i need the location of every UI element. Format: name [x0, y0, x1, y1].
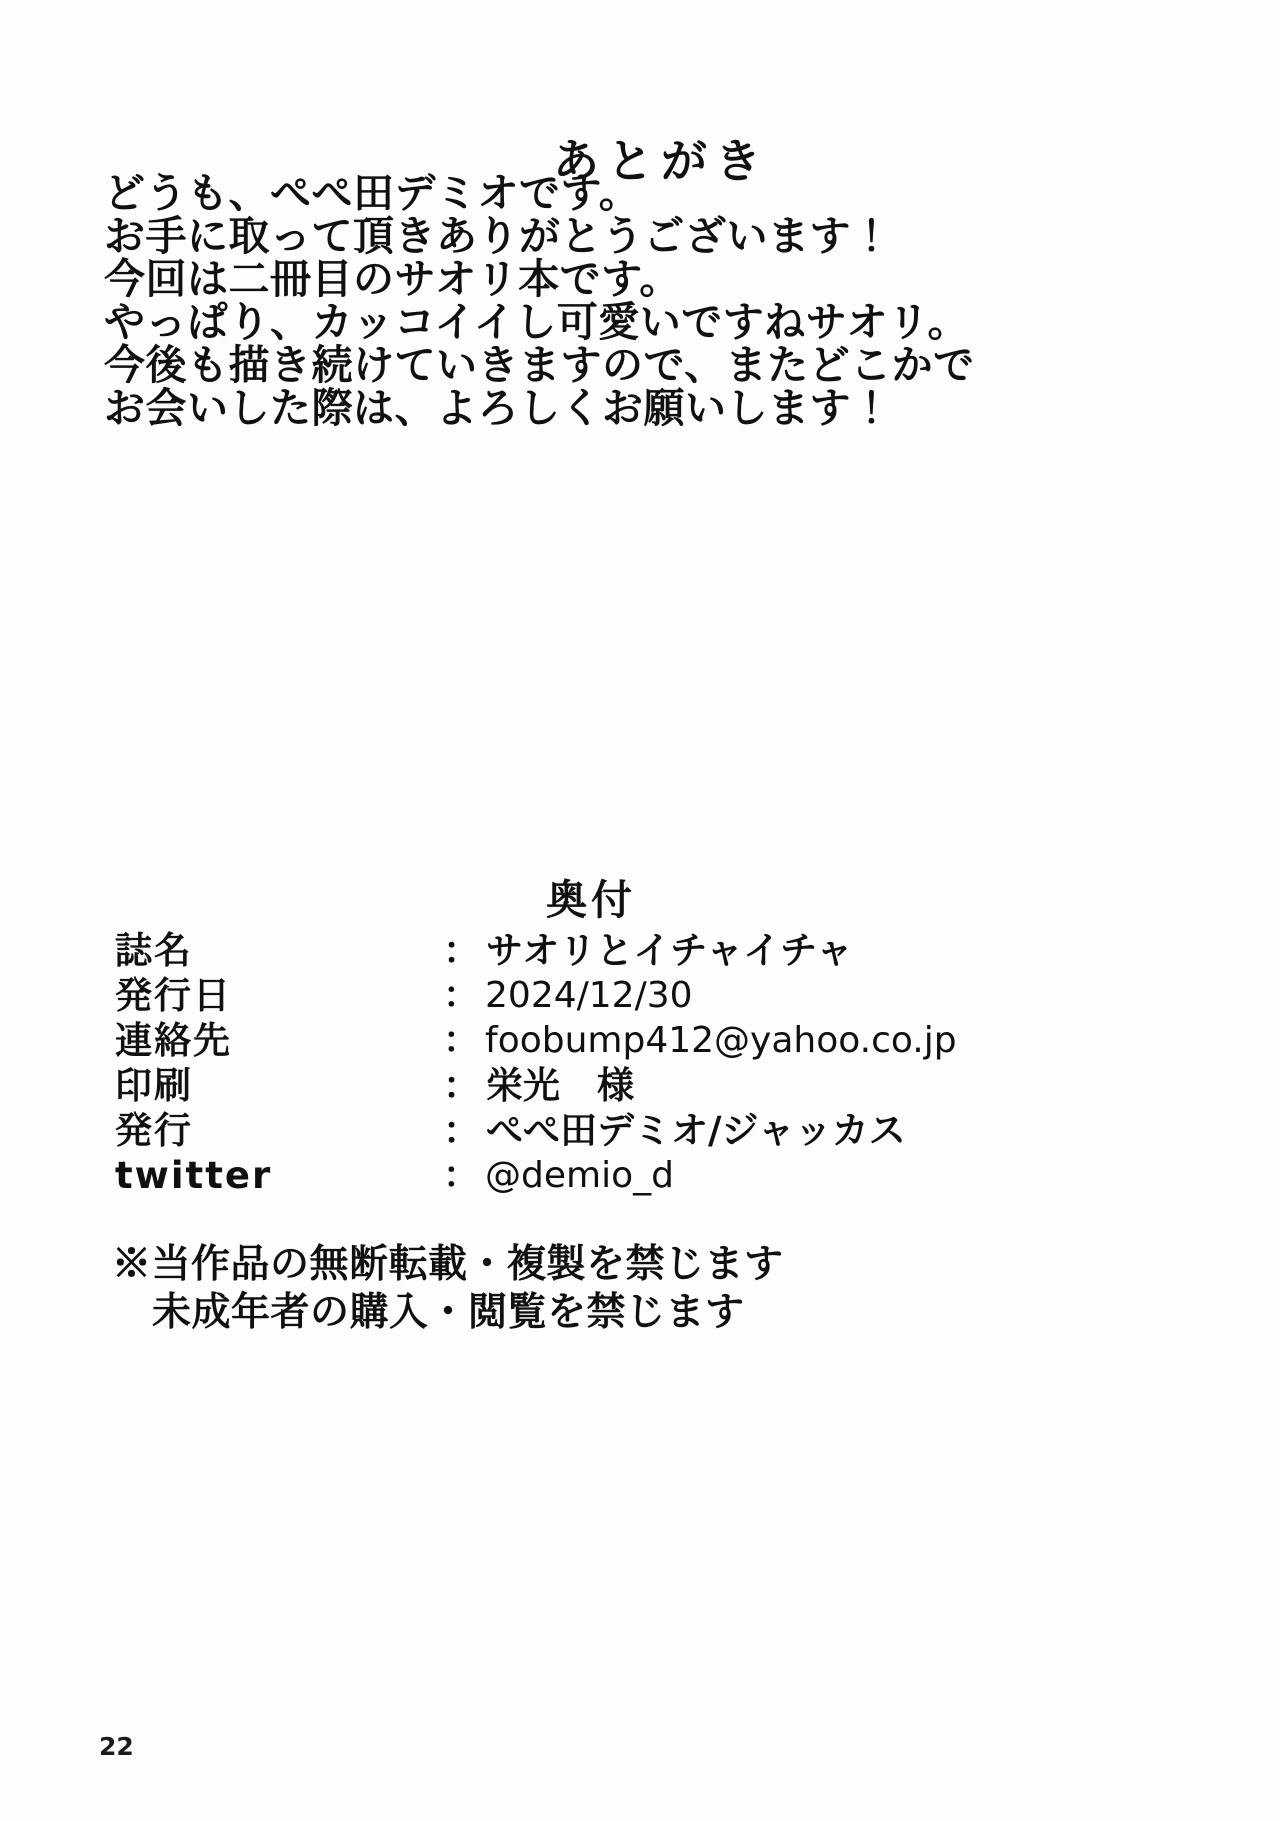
page-number: 22 — [99, 1732, 134, 1761]
colophon-value — [443, 1153, 674, 1198]
colophon-value — [443, 1018, 957, 1063]
afterword-line: お手に取って頂きありがとうございます！ — [104, 212, 893, 260]
colophon-value-text: ぺぺ田デミオ/ジャッカス — [486, 1108, 906, 1152]
colon-separator: ： — [443, 928, 480, 972]
colophon-title: 奥付 — [546, 876, 636, 924]
afterword-line: どうも、ぺぺ田デミオです。 — [104, 169, 641, 217]
colophon-twitter-handle: @demio_d — [485, 1155, 674, 1196]
colophon-row-publish-date — [115, 973, 1175, 1018]
afterword-line: やっぱり、カッコイイし可愛いですねサオリ。 — [104, 298, 969, 346]
colophon-value-text: 2024/12/30 — [485, 975, 693, 1016]
colophon-row-printer — [115, 1063, 1175, 1108]
colophon-row-contact — [115, 1018, 1175, 1063]
colophon-value-text: 栄光 様 — [486, 1063, 634, 1107]
colophon-label: 印刷 — [115, 1064, 193, 1107]
colon-separator: ： — [443, 1020, 480, 1061]
colophon-value — [443, 1108, 906, 1153]
colon-separator: ： — [443, 1155, 480, 1196]
colophon-label: 誌名 — [115, 929, 193, 972]
colon-separator: ： — [443, 1063, 480, 1107]
colophon-row-twitter — [115, 1153, 1175, 1198]
afterword-title: あとがき — [553, 134, 769, 188]
afterword-line: 今回は二冊目のサオリ本です。 — [104, 255, 681, 303]
afterword-body — [104, 169, 1194, 432]
colophon-label: 連絡先 — [115, 1019, 232, 1062]
colophon-label: 発行日 — [115, 974, 232, 1017]
colophon-value — [443, 928, 853, 973]
colophon-value — [443, 1063, 634, 1108]
colophon-label: 発行 — [115, 1109, 193, 1152]
colon-separator: ： — [443, 975, 480, 1016]
colophon-value-text: サオリとイチャイチャ — [486, 928, 854, 972]
copyright-notice — [112, 1240, 784, 1336]
colophon-row-publisher — [115, 1108, 1175, 1153]
colophon-table — [115, 928, 1175, 1198]
afterword-line: 今後も描き続けていきますので、またどこかで — [104, 341, 975, 389]
colophon-value — [443, 973, 693, 1018]
colophon-row-title — [115, 928, 1175, 973]
notice-line-no-reproduction: ※当作品の無断転載・複製を禁じます — [112, 1241, 784, 1287]
colophon-label: twitter — [115, 1154, 273, 1197]
colon-separator: ： — [443, 1108, 480, 1152]
afterword-line: お会いした際は、よろしくお願いします！ — [104, 384, 893, 432]
notice-line-adults-only: 未成年者の購入・閲覧を禁じます — [152, 1289, 745, 1335]
colophon-email-text: foobump412@yahoo.co.jp — [485, 1020, 957, 1061]
